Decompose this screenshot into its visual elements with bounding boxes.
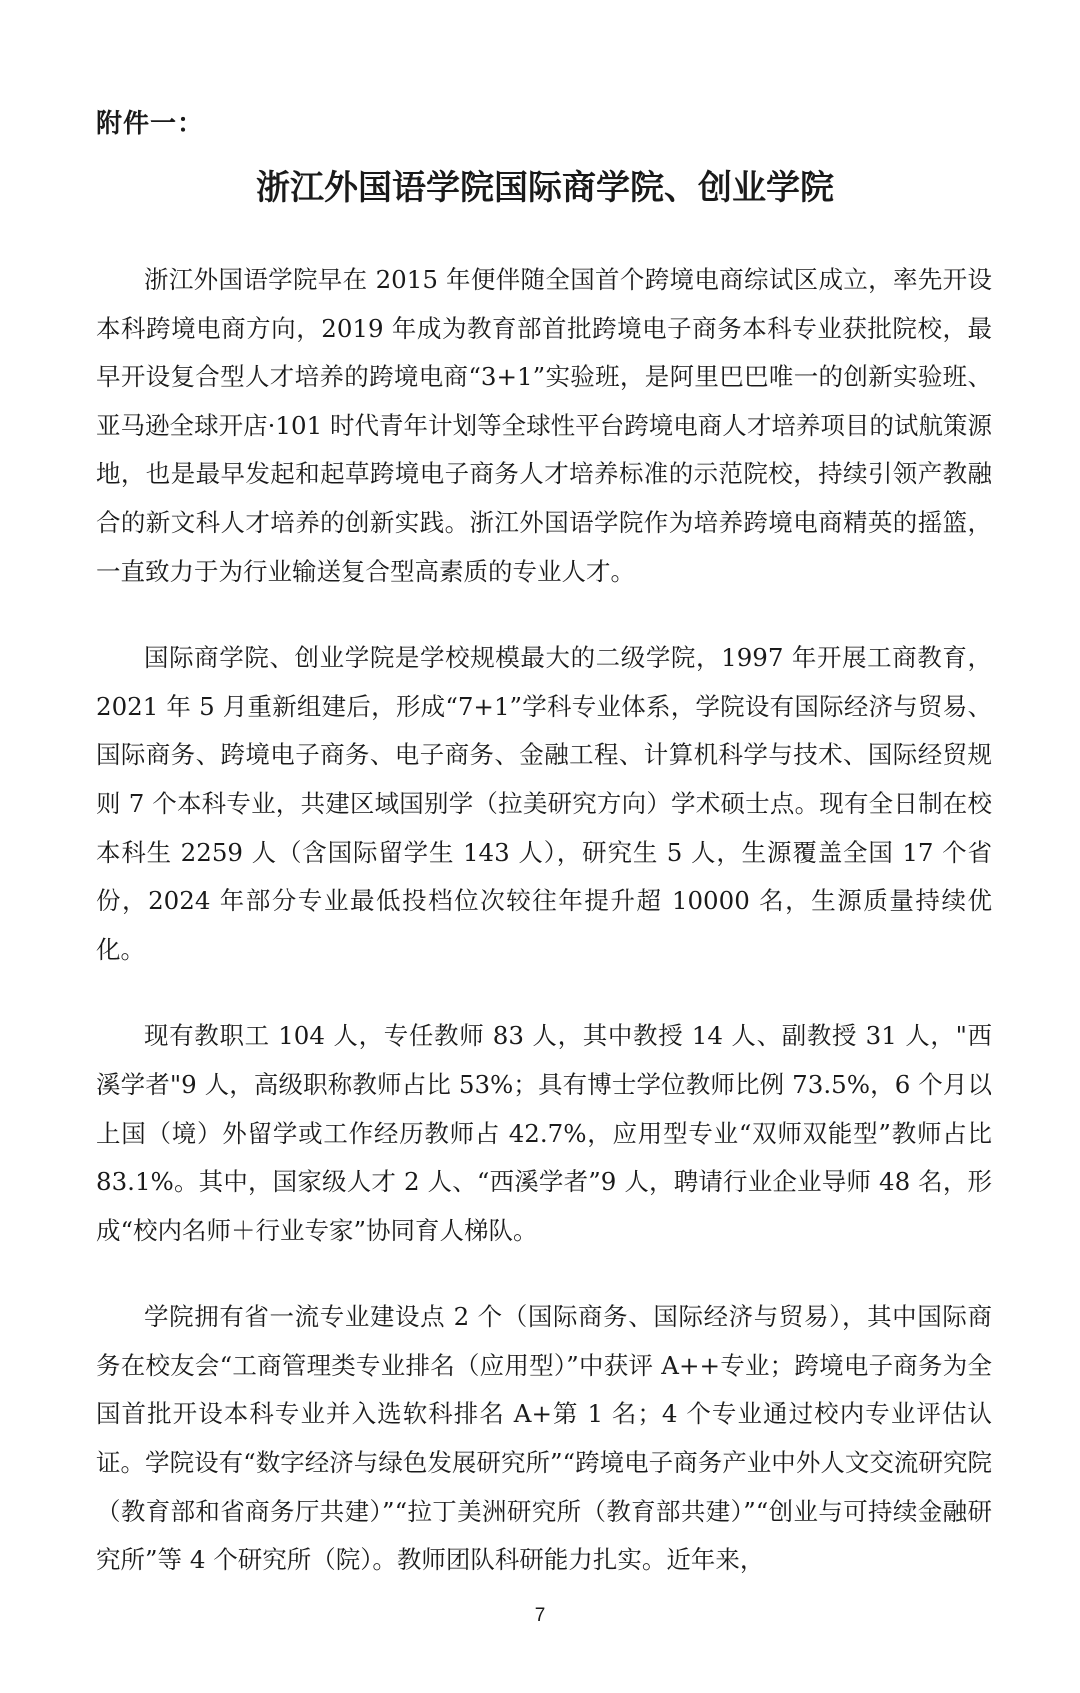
document-title: 浙江外国语学院国际商学院、创业学院 xyxy=(256,168,834,208)
paragraph-history: 浙江外国语学院早在 2015 年便伴随全国首个跨境电商综试区成立，率先开设本科跨境电商方向，2019 年成为教育部首批跨境电子商务本科专业获批院校，最早开设复合型人才培养的跨境电商“3+1”实验班，是阿里巴巴唯一的创新实验班、亚马逊全球开店·101 时代青年计划等全球性平台跨境电商人才培养项目的试航策源地，也是最早发起和起草跨境电子商务人才培养标准的示范院校，持续引领产教融合的新文科人才培养的创新实践。浙江外国语学院作为培养跨境电商精英的摇篮，一直致力于为行业输送复合型高素质的专业人才。 xyxy=(96,265,992,586)
attachment-label: 附件一： xyxy=(96,109,205,139)
body-text xyxy=(96,256,992,1585)
paragraph-programs-research: 学院拥有省一流专业建设点 2 个（国际商务、国际经济与贸易），其中国际商务在校友会“工商管理类专业排名（应用型）”中获评 A++专业；跨境电子商务为全国首批开设本科专业并入选软科排名 A+第 1 名；4 个专业通过校内专业评估认证。学院设有“数字经济与绿色发展研究所”“跨境电子商务产业中外人文交流研究院（教育部和省商务厅共建）”“拉丁美洲研究所（教育部共建）”“创业与可持续金融研究所”等 4 个研究所（院）。教师团队科研能力扎实。近年来， xyxy=(96,1302,992,1575)
page-number: 7 xyxy=(534,1605,546,1626)
paragraph-faculty: 现有教职工 104 人，专任教师 83 人，其中教授 14 人、副教授 31 人，"西溪学者"9 人，高级职称教师占比 53%；具有博士学位教师比例 73.5%，6 个月以上国（境）外留学或工作经历教师占 42.7%，应用型专业“双师双能型”教师占比 83.1%。其中，国家级人才 2 人、“西溪学者”9 人，聘请行业企业导师 48 名，形成“校内名师＋行业专家”协同育人梯队。 xyxy=(96,1021,992,1245)
paragraph-school-overview: 国际商学院、创业学院是学校规模最大的二级学院，1997 年开展工商教育，2021 年 5 月重新组建后，形成“7+1”学科专业体系，学院设有国际经济与贸易、国际商务、跨境电子商务、电子商务、金融工程、计算机科学与技术、国际经贸规则 7 个本科专业，共建区域国别学（拉美研究方向）学术硕士点。现有全日制在校本科生 2259 人（含国际留学生 143 人），研究生 5 人，生源覆盖全国 17 个省份，2024 年部分专业最低投档位次较往年提升超 10000 名，生源质量持续优化。 xyxy=(96,643,992,964)
